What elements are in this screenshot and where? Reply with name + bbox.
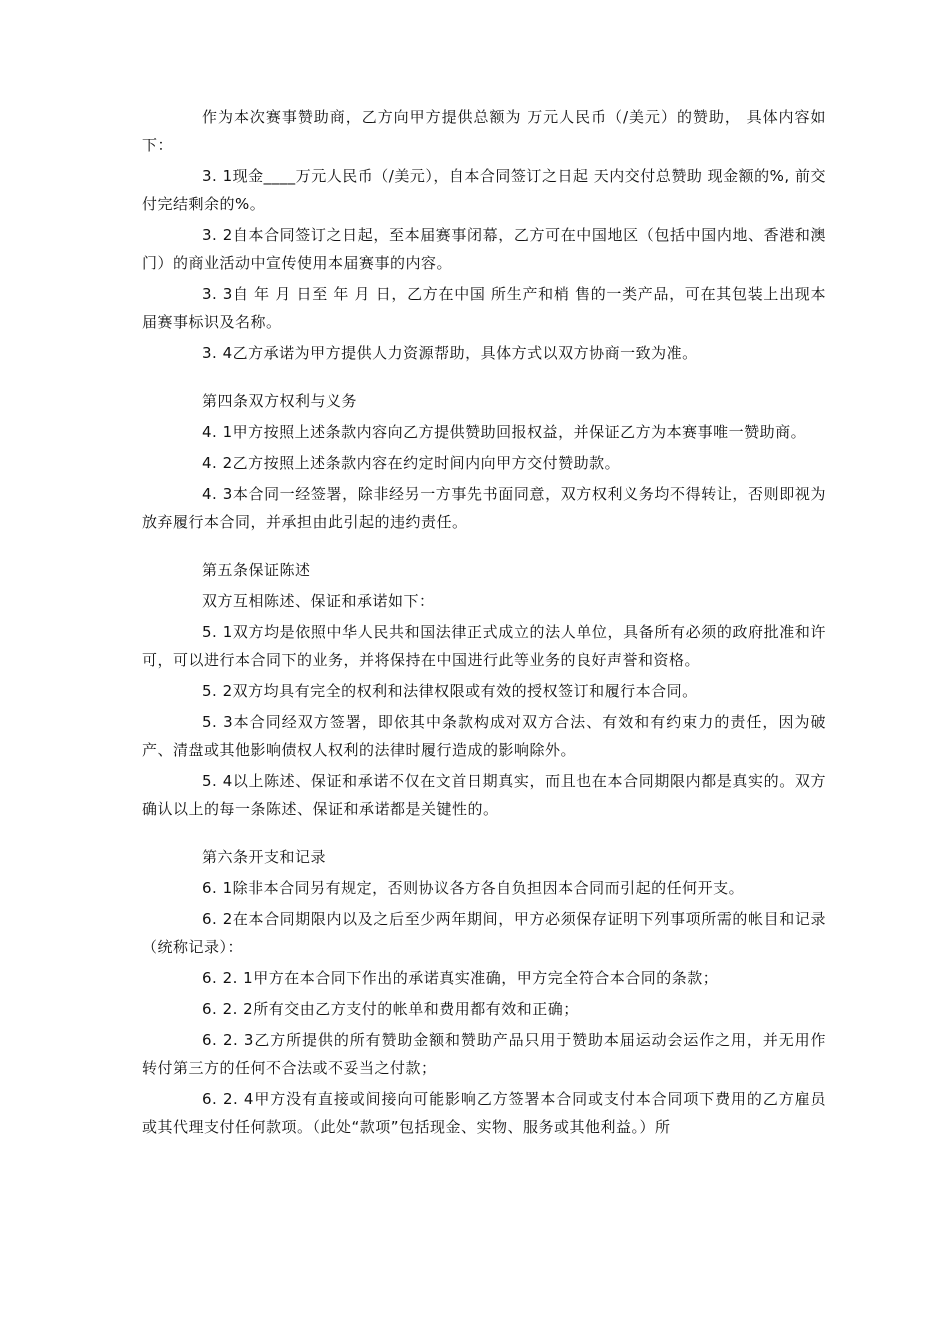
clause-4-1: 4. 1甲方按照上述条款内容向乙方提供赞助回报权益，并保证乙方为本赛事唯一赞助商。 [202,423,807,441]
clause-3-1: 3. 1现金____万元人民币（/美元），自本合同签订之日起 天内交付总赞助 现金额的%, 前交付完结剩余的%。 [142,167,826,213]
clause-6-2-4: 6. 2. 4甲方没有直接或间接向可能影响乙方签署本合同或支付本合同项下费用的乙方雇员或其代理支付任何款项。（此处“款项”包括现金、实物、服务或其他利益。）所 [142,1090,826,1136]
article-5-intro: 双方互相陈述、保证和承诺如下： [202,592,435,610]
clause-5-1: 5. 1双方均是依照中华人民共和国法律正式成立的法人单位，具备所有必须的政府批准和许可，可以进行本合同下的业务，并将保持在中国进行此等业务的良好声誉和资格。 [142,623,826,669]
clause-6-2-2: 6. 2. 2所有交由乙方支付的帐单和费用都有效和正确； [202,1000,579,1018]
clause-6-1: 6. 1除非本合同另有规定，否则协议各方各自负担因本合同而引起的任何开支。 [202,879,745,897]
paragraph-3-intro: 作为本次赛事赞助商，乙方向甲方提供总额为 万元人民币（/美元）的赞助， 具体内容如下： [142,108,826,154]
article-4-heading: 第四条双方权利与义务 [202,392,358,410]
clause-6-2-1: 6. 2. 1甲方在本合同下作出的承诺真实准确，甲方完全符合本合同的条款； [202,969,719,987]
clause-5-3: 5. 3本合同经双方签署，即依其中条款构成对双方合法、有效和有约束力的责任，因为破产、清盘或其他影响债权人权利的法律时履行造成的影响除外。 [142,713,826,759]
clause-3-4: 3. 4乙方承诺为甲方提供人力资源帮助，具体方式以双方协商一致为准。 [202,344,698,362]
clause-3-2: 3. 2自本合同签订之日起，至本届赛事闭幕，乙方可在中国地区（包括中国内地、香港和澳门）的商业活动中宣传使用本届赛事的内容。 [142,226,826,272]
clause-4-2: 4. 2乙方按照上述条款内容在约定时间内向甲方交付赞助款。 [202,454,621,472]
clause-5-2: 5. 2双方均具有完全的权利和法律权限或有效的授权签订和履行本合同。 [202,682,698,700]
clause-3-3: 3. 3自 年 月 日至 年 月 日，乙方在中国 所生产和梢 售的一类产品，可在其包装上出现本届赛事标识及名称。 [142,285,826,331]
article-5-heading: 第五条保证陈述 [202,561,311,579]
document-body [142,103,826,1144]
clause-6-2-3: 6. 2. 3乙方所提供的所有赞助金额和赞助产品只用于赞助本届运动会运作之用，并无用作转付第三方的任何不合法或不妥当之付款； [142,1031,826,1077]
article-6-heading: 第六条开支和记录 [202,848,327,866]
clause-5-4: 5. 4以上陈述、保证和承诺不仅在文首日期真实，而且也在本合同期限内都是真实的。双方确认以上的每一条陈述、保证和承诺都是关键性的。 [142,772,826,818]
clause-6-2: 6. 2在本合同期限内以及之后至少两年期间，甲方必须保存证明下列事项所需的帐目和记录（统称记录）： [142,910,826,956]
clause-4-3: 4. 3本合同一经签署，除非经另一方事先书面同意，双方权利义务均不得转让，否则即视为放弃履行本合同，并承担由此引起的违约责任。 [142,485,826,531]
